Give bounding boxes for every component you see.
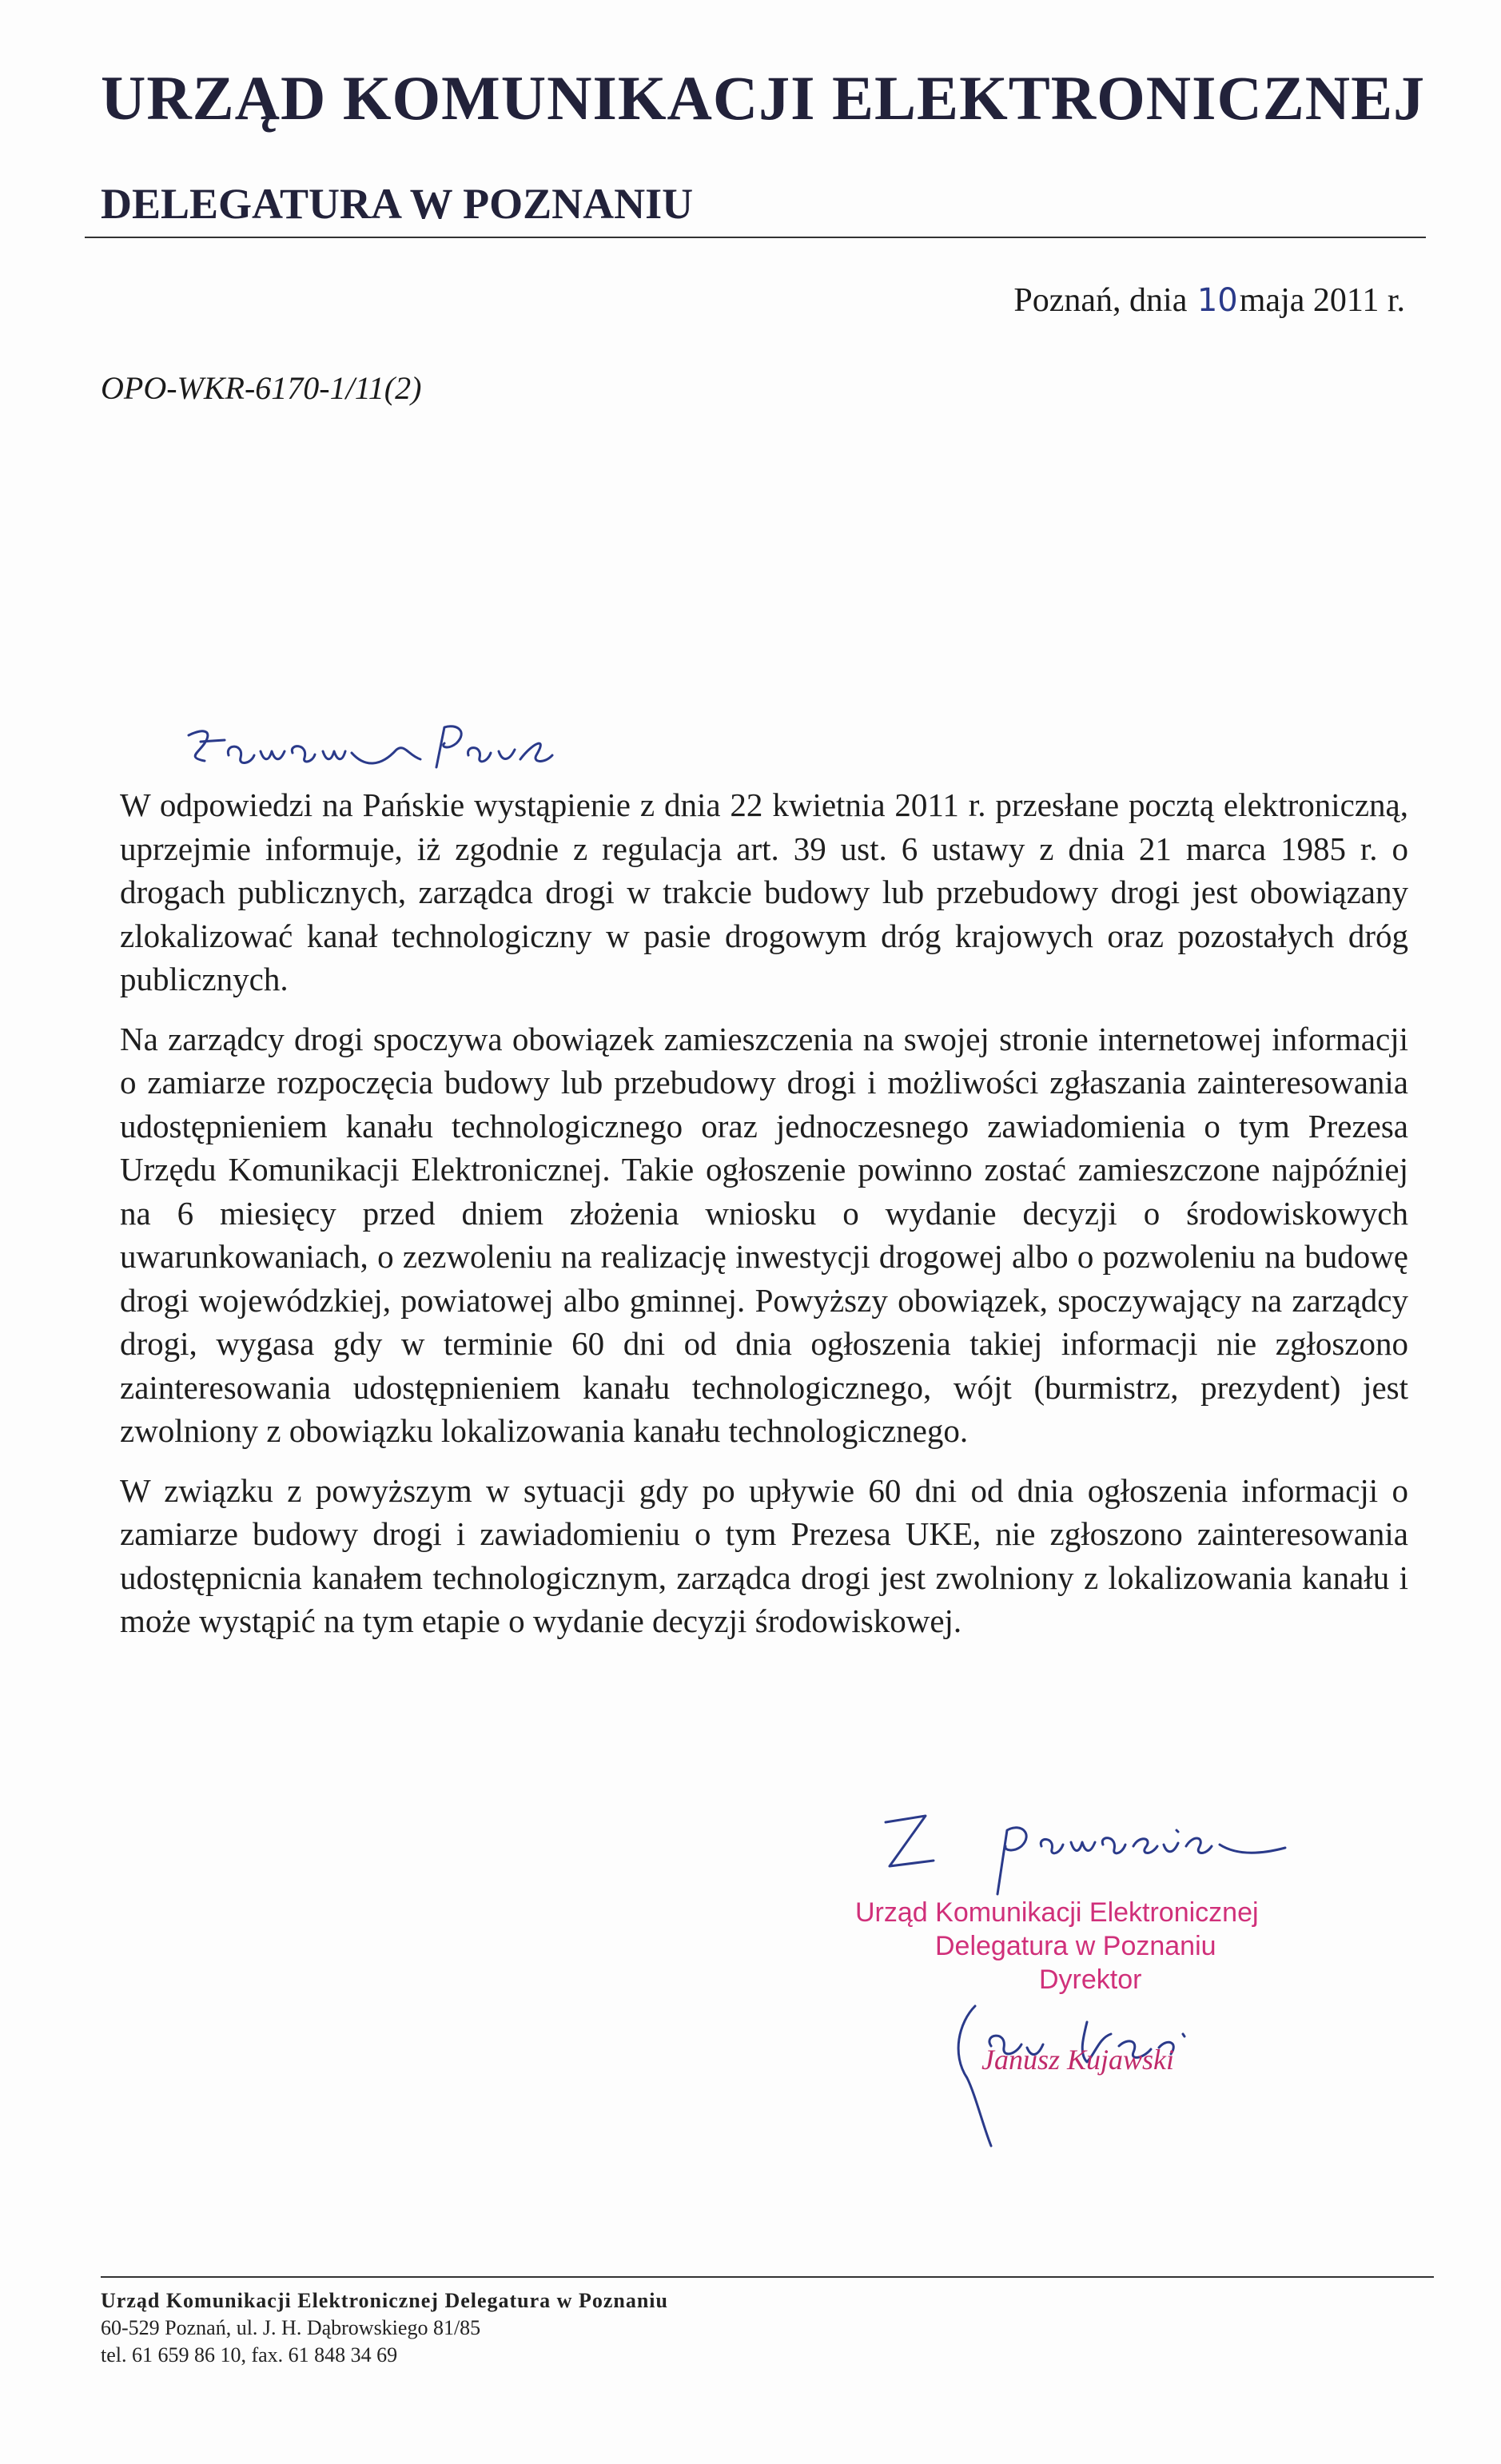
reference-number: OPO-WKR-6170-1/11(2) (101, 370, 422, 406)
stamp-organization: Urząd Komunikacji Elektronicznej (855, 1897, 1259, 1928)
date-prefix: Poznań, dnia (1013, 282, 1188, 319)
date-day-handwritten: 10 (1196, 282, 1238, 319)
date-line (1013, 281, 1405, 320)
footer-organization: Urząd Komunikacji Elektronicznej Delegatura w Poznaniu (101, 2289, 668, 2312)
stamp-role: Dyrektor (1039, 1964, 1142, 1995)
signer-name: Janusz Kujawski (981, 2044, 1175, 2076)
official-stamp (847, 1896, 1359, 1996)
handwritten-closing (870, 1798, 1349, 1902)
date-suffix: maja 2011 r. (1239, 282, 1405, 319)
footer-divider (101, 2276, 1434, 2278)
footer-address: 60-529 Poznań, ul. J. H. Dąbrowskiego 81/85 (101, 2316, 481, 2339)
organization-title: URZĄD KOMUNIKACJI ELEKTRONICZNEJ (101, 63, 1426, 133)
body-paragraph: W związku z powyższym w sytuacji gdy po upływie 60 dni od dnia ogłoszenia informacji o zamiarze budowy drogi i zawiadomieniu o tym Prezesa UKE, nie zgłoszono zainteresowania udostępnicnia kanałem technologicznym, zarządca drogi jest zwolniony z lokalizowania kanału i może wystąpić na tym etapie o wydanie decyzji środowiskowej. (120, 1471, 1408, 1639)
body-paragraph: Na zarządcy drogi spoczywa obowiązek zamieszczenia na swojej stronie internetowej informacji o zamiarze rozpoczęcia budowy lub przebudowy drogi i możliwości zgłaszania zainteresowania udostępnieniem kanału technologicznego oraz jednoczesnego zawiadomienia o tym Prezesa Urzędu Komunikacji Elektronicznej. Takie ogłoszenie powinno zostać zamieszczone najpóźniej na 6 miesięcy przed dniem złożenia wniosku o wydanie decyzji o środowiskowych uwarunkowaniach, o zezwoleniu na realizację inwestycji drogowej albo o pozwoleniu na budowę drogi wojewódzkiej, powiatowej albo gminnej. Powyższy obowiązek, spoczywający na zarządcy drogi, wygasa gdy w terminie 60 dni od dnia ogłoszenia takiej informacji nie zgłoszono zainteresowania udostępnieniem kanału technologicznego, wójt (burmistrz, prezydent) jest zwolniony z obowiązku lokalizowania kanału technologicznego. (120, 1020, 1408, 1449)
letter-footer (101, 2287, 668, 2369)
branch-title: DELEGATURA W POZNANIU (101, 180, 694, 228)
header-divider (85, 237, 1426, 238)
body-paragraph: W odpowiedzi na Pańskie wystąpienie z dnia 22 kwietnia 2011 r. przesłane pocztą elektroniczną, uprzejmie informuje, iż zgodnie z regulacja art. 39 ust. 6 ustawy z dnia 21 marca 1985 r. o drogach publicznych, zarządca drogi w trakcie budowy lub przebudowy drogi jest obowiązany zlokalizować kanał technologiczny w pasie drogowym dróg krajowych oraz pozostałych dróg publicznych. (120, 786, 1408, 997)
footer-contact: tel. 61 659 86 10, fax. 61 848 34 69 (101, 2343, 398, 2366)
letter-body (120, 783, 1408, 1659)
stamp-branch: Delegatura w Poznaniu (935, 1931, 1216, 1961)
